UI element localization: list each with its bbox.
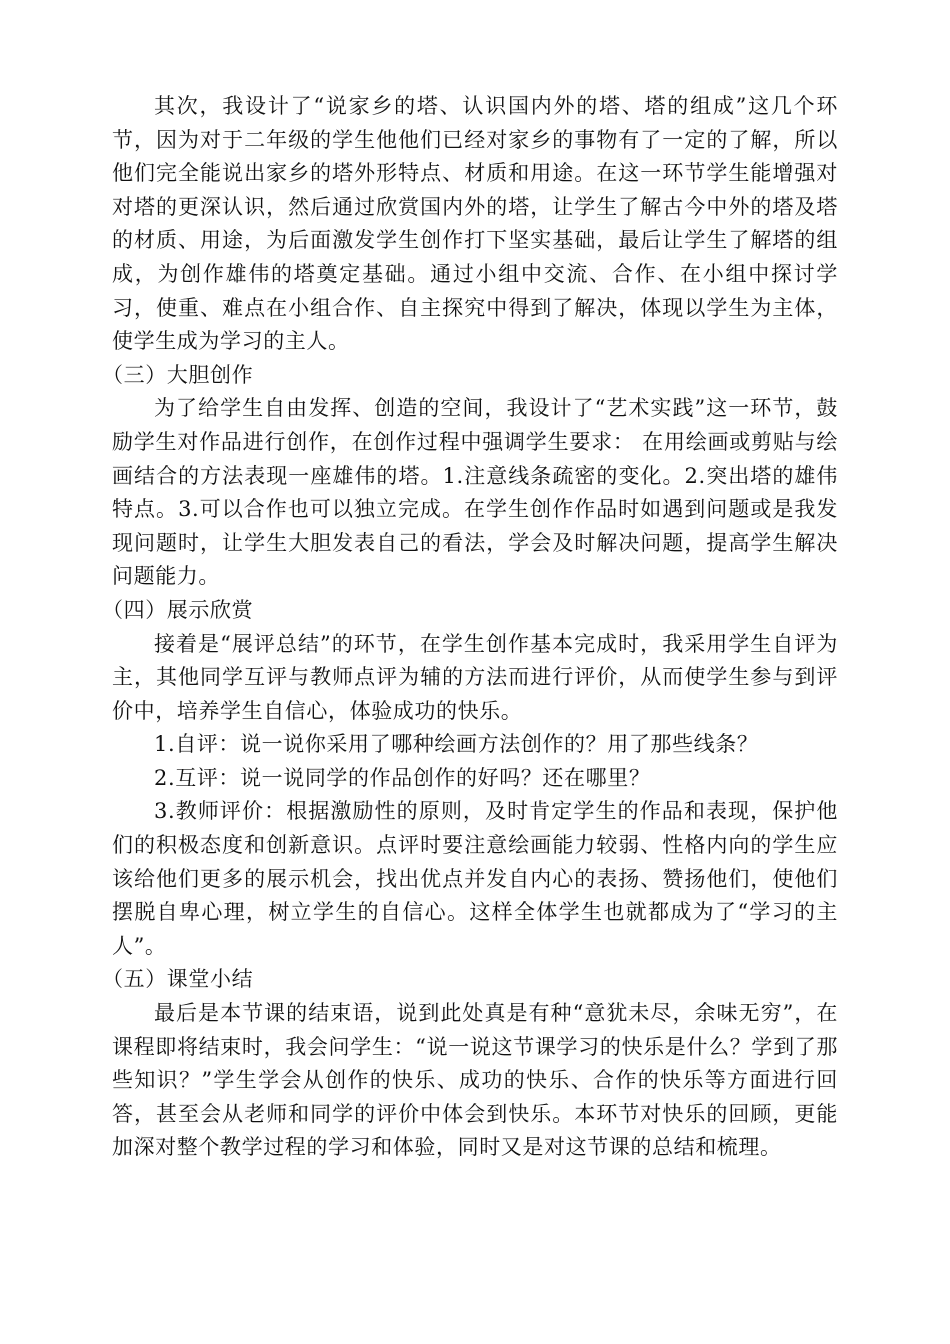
section-heading-bold-creation: （三）大胆创作 [102, 362, 254, 387]
paragraph-summary: 最后是本节课的结束语，说到此处真是有种“意犹未尽，余味无穷”，在课程即将结束时，我会问学生：“说一说这节课学习的快乐是什么？学到了那些知识？”学生学会从创作的快乐、成功的快乐、合作的快乐等方面进行回答，甚至会从老师和同学的评价中体会到快乐。本环节对快乐的回顾，更能加深对整个教学过程的学习和体验，同时又是对这节课的总结和梳理。 [112, 1001, 838, 1160]
list-item-peer-evaluation: 2.互评：说一说同学的作品创作的好吗？还在哪里？ [154, 765, 651, 790]
list-item-teacher-evaluation: 3.教师评价：根据激励性的原则，及时肯定学生的作品和表现，保护他们的积极态度和创新意识。点评时要注意绘画能力较弱、性格内向的学生应该给他们更多的展示机会，找出优点并发自内心的表扬、赞扬他们，使他们摆脱自卑心理，树立学生的自信心。这样全体学生也就都成为了“学习的主人”。 [112, 799, 838, 958]
paragraph-art-practice: 为了给学生自由发挥、创造的空间，我设计了“艺术实践”这一环节，鼓励学生对作品进行创作，在创作过程中强调学生要求： 在用绘画或剪贴与绘画结合的方法表现一座雄伟的塔。1.注意线条疏密的变化。2.突出塔的雄伟特点。3.可以合作也可以独立完成。在学生创作作品时如遇到问题或是我发现问题时，让学生大胆发表自己的看法，学会及时解决问题，提高学生解决问题能力。 [112, 396, 838, 589]
paragraph-evaluation-intro: 接着是“展评总结”的环节，在学生创作基本完成时，我采用学生自评为主，其他同学互评与教师点评为辅的方法而进行评价，从而使学生参与到评价中，培养学生自信心，体验成功的快乐。 [112, 631, 838, 723]
list-item-self-evaluation: 1.自评：说一说你采用了哪种绘画方法创作的？用了那些线条？ [154, 732, 759, 757]
document-body [102, 90, 838, 1165]
section-heading-display-appreciation: （四）展示欣赏 [102, 597, 254, 622]
paragraph-links-design: 其次，我设计了“说家乡的塔、认识国内外的塔、塔的组成”这几个环节，因为对于二年级的学生他他们已经对家乡的事物有了一定的了解，所以他们完全能说出家乡的塔外形特点、材质和用途。在这一环节学生能增强对对塔的更深认识，然后通过欣赏国内外的塔，让学生了解古今中外的塔及塔的材质、用途，为后面激发学生创作打下坚实基础，最后让学生了解塔的组成，为创作雄伟的塔奠定基础。通过小组中交流、合作、在小组中探讨学习，使重、难点在小组合作、自主探究中得到了解决，体现以学生为主体，使学生成为学习的主人。 [112, 94, 838, 354]
section-heading-class-summary: （五）课堂小结 [102, 967, 254, 992]
